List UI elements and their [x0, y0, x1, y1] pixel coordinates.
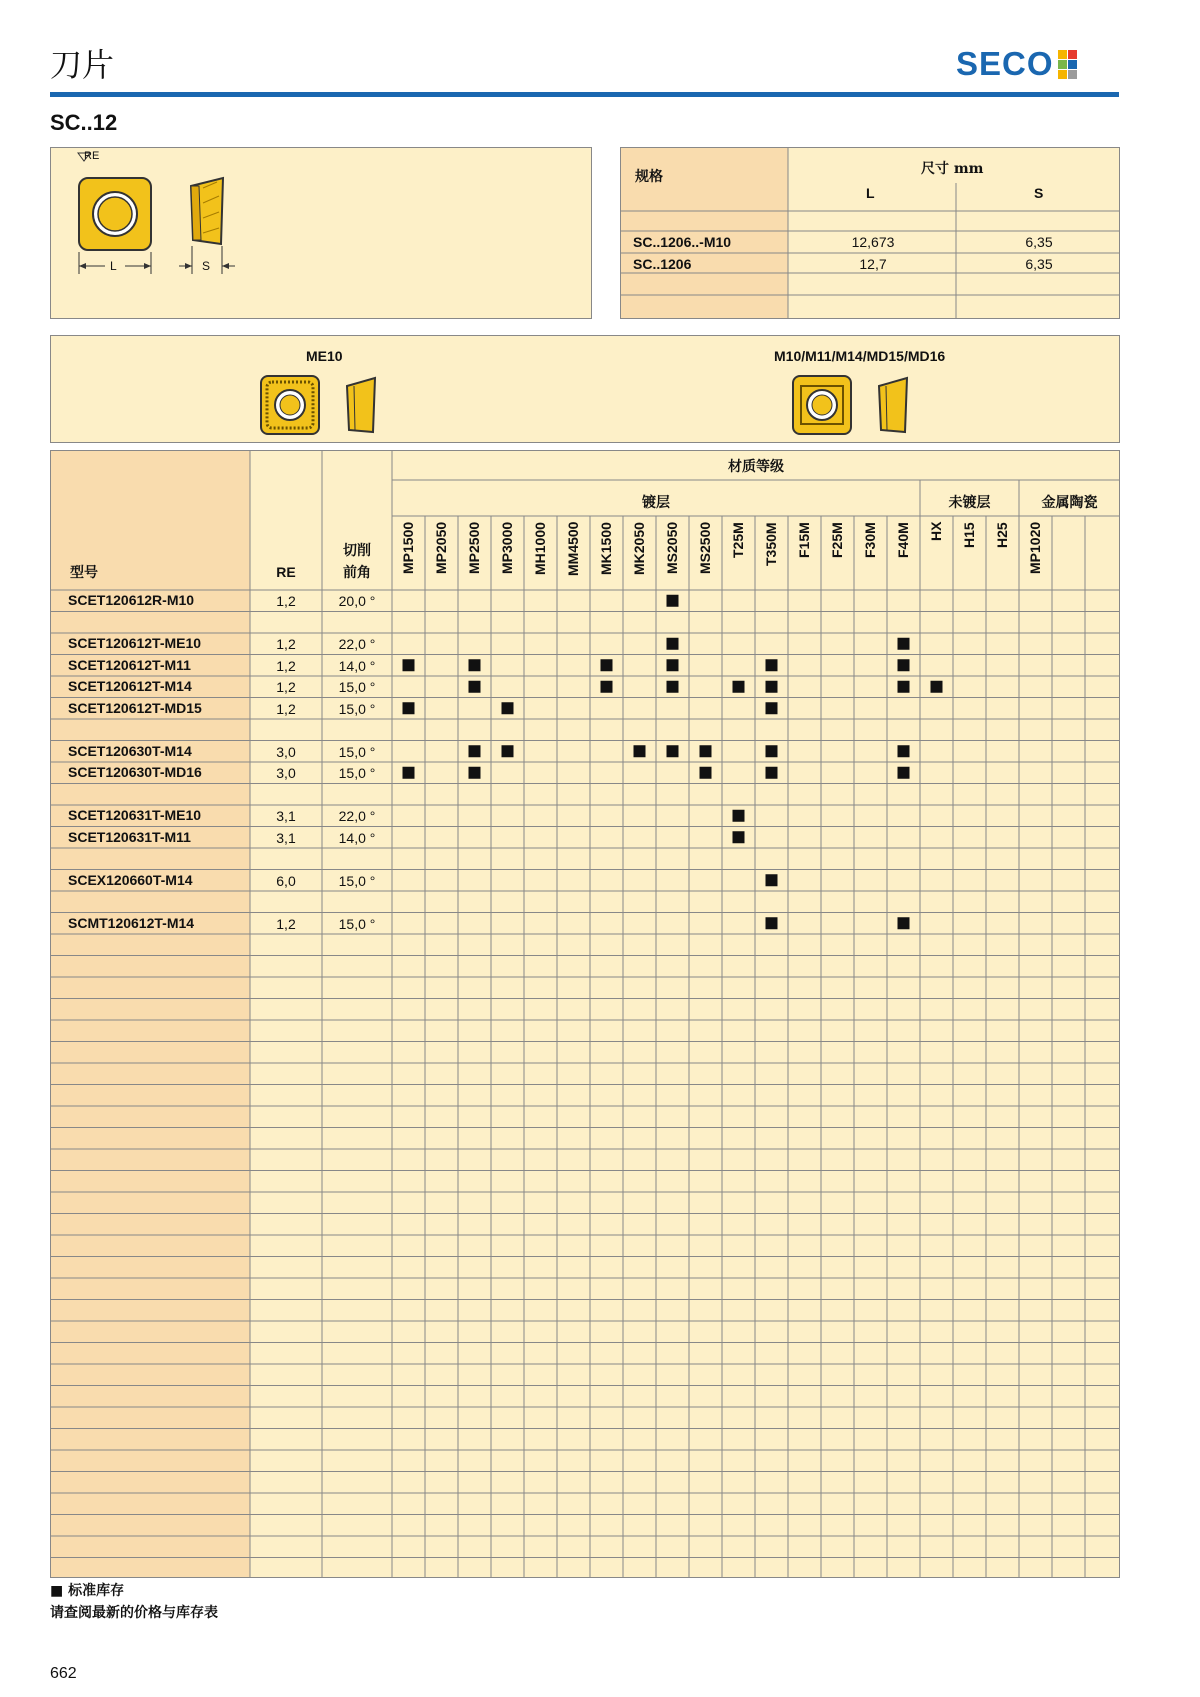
stock-mark-mp2500 [469, 659, 481, 671]
table-row-model: SCET120612T-ME10 [68, 635, 202, 651]
table-row-model: SCET120631T-ME10 [68, 807, 202, 823]
legend-note: 请查阅最新的价格与库存表 [50, 1605, 218, 1621]
table-row-re: 3,1 [276, 829, 296, 846]
stock-mark-f40m [898, 681, 910, 693]
stock-mark-mk2050 [634, 745, 646, 757]
group-coated-header: 镀层 [642, 495, 670, 511]
stock-mark-mp2500 [469, 767, 481, 779]
stock-mark-f40m [898, 659, 910, 671]
re-label: RE [84, 150, 100, 162]
table-row-model: SCET120630T-MD16 [68, 764, 202, 780]
stock-mark-mp3000 [502, 745, 514, 757]
stock-mark-t25m [733, 681, 745, 693]
table-row-angle: 15,0 ° [338, 743, 376, 760]
col-s-header: S [1034, 185, 1044, 201]
grade-table [50, 450, 1120, 1578]
stock-mark-mp1500 [403, 767, 415, 779]
stock-mark-ms2500 [700, 745, 712, 757]
grade-header-h15: H15 [961, 522, 977, 548]
table-row-model: SCET120612R-M10 [68, 592, 195, 608]
table-row-angle: 15,0 ° [338, 872, 376, 889]
stock-mark-ms2050 [667, 745, 679, 757]
stock-mark-mp2500 [469, 681, 481, 693]
stock-mark-mk1500 [601, 659, 613, 671]
seco-logo [956, 44, 1077, 84]
legend-stock [50, 1580, 218, 1602]
col-re-header: RE [276, 564, 296, 580]
grade-header-hx: HX [928, 522, 944, 542]
insert-diagram-panel [50, 147, 592, 319]
stock-mark-mp1500 [403, 659, 415, 671]
table-row-angle: 20,0 ° [338, 593, 376, 609]
grade-header-mk2050: MK2050 [631, 522, 647, 575]
grade-header-f40m: F40M [895, 522, 911, 558]
grade-table-grid [50, 450, 1120, 1578]
spec-header: 规格 [635, 169, 663, 185]
table-row-re: 6,0 [276, 872, 296, 889]
stock-mark-f40m [898, 767, 910, 779]
grade-header-f25m: F25M [829, 522, 845, 558]
stock-mark-t350m [766, 874, 778, 886]
grade-header-h25: H25 [994, 522, 1010, 548]
table-row-angle: 14,0 ° [338, 829, 376, 846]
me10-side-icon [347, 378, 375, 432]
grade-header-mp2050: MP2050 [433, 522, 449, 575]
table-row-re: 3,0 [276, 765, 296, 781]
group-uncoated-header: 未镀层 [948, 495, 991, 511]
stock-mark-t350m [766, 917, 778, 929]
table-row-angle: 15,0 ° [338, 679, 376, 695]
grade-header-ms2500: MS2500 [697, 522, 713, 575]
table-row-angle: 15,0 ° [338, 765, 376, 781]
stock-mark-mp2500 [469, 745, 481, 757]
table-row-re: 1,2 [276, 657, 296, 674]
table-row-model: SCET120612T-M14 [68, 678, 192, 694]
table-row-re: 1,2 [276, 636, 296, 652]
l-label: L [110, 259, 117, 273]
dimensions-panel [620, 147, 1120, 319]
dims-s-cell: 6,35 [1025, 234, 1053, 250]
page-number: 662 [50, 1665, 77, 1682]
geometry-panel [50, 335, 1120, 443]
table-row-model: SCMT120612T-M14 [68, 914, 195, 931]
grade-header-mp2500: MP2500 [466, 522, 482, 575]
table-row-model: SCEX120660T-M14 [68, 871, 193, 888]
stock-mark-ms2050 [667, 659, 679, 671]
geometry-left-label: ME10 [306, 348, 343, 364]
table-row-angle: 14,0 ° [338, 657, 376, 674]
stock-mark-t350m [766, 745, 778, 757]
grade-header-mk1500: MK1500 [598, 522, 614, 575]
dims-l-cell: 12,673 [851, 234, 895, 250]
table-row-model: SCET120612T-MD15 [68, 699, 202, 716]
table-row-angle: 15,0 ° [338, 700, 376, 717]
header-rule [50, 92, 1119, 97]
stock-mark-t25m [733, 831, 745, 843]
stock-mark-hx [931, 681, 943, 693]
insert-dimension-diagram [51, 148, 591, 318]
table-row-re: 3,1 [276, 808, 296, 824]
m10-insert-icon [793, 376, 851, 434]
stock-mark-f40m [898, 745, 910, 757]
col-l-header: L [866, 185, 875, 201]
grade-header-mp1500: MP1500 [400, 522, 416, 575]
table-row-model: SCET120631T-M11 [68, 828, 191, 845]
me10-insert-icon [261, 376, 319, 434]
legend [50, 1580, 218, 1624]
stock-mark-mp1500 [403, 702, 415, 714]
geometry-right-label: M10/M11/M14/MD15/MD16 [774, 348, 946, 364]
table-row-model: SCET120612T-M11 [68, 656, 191, 673]
stock-mark-ms2050 [667, 681, 679, 693]
stock-mark-t350m [766, 767, 778, 779]
stock-mark-f40m [898, 917, 910, 929]
table-row-angle: 22,0 ° [338, 636, 376, 652]
stock-mark-ms2050 [667, 595, 679, 607]
table-row-model: SCET120630T-M14 [68, 742, 192, 759]
col-angle-header-1: 切削 [343, 543, 371, 559]
geometry-images [51, 336, 1119, 442]
table-row-re: 1,2 [276, 679, 296, 695]
grade-header-mp3000: MP3000 [499, 522, 515, 575]
group-cermet-header: 金属陶瓷 [1041, 495, 1098, 511]
dims-s-cell: 6,35 [1025, 256, 1053, 272]
grade-header-mp1020: MP1020 [1027, 522, 1043, 575]
stock-mark-f40m [898, 638, 910, 650]
group-all-header: 材质等级 [728, 459, 784, 475]
dims-l-cell: 12,7 [859, 256, 887, 272]
stock-mark-mp3000 [502, 702, 514, 714]
grade-header-mm4500: MM4500 [565, 522, 581, 577]
section-title: SC..12 [50, 110, 118, 135]
s-label: S [202, 259, 211, 273]
table-row-re: 1,2 [276, 593, 296, 609]
stock-mark-ms2050 [667, 638, 679, 650]
m10-side-icon [879, 378, 907, 432]
stock-mark-t350m [766, 659, 778, 671]
grade-header-mh1000: MH1000 [532, 522, 548, 575]
dimensions-grid [620, 147, 1120, 319]
grade-header-f15m: F15M [796, 522, 812, 558]
col-angle-header-2: 前角 [343, 565, 371, 581]
stock-mark-ms2500 [700, 767, 712, 779]
grade-header-ms2050: MS2050 [664, 522, 680, 575]
table-row-re: 1,2 [276, 915, 296, 932]
logo-mark-icon [1058, 50, 1077, 79]
table-row-angle: 22,0 ° [338, 808, 376, 824]
grade-header-t350m: T350M [763, 522, 779, 566]
insert-top-view-icon [78, 153, 151, 274]
page-title: 刀片 [50, 46, 115, 84]
dims-spec-cell: SC..1206 [633, 256, 692, 272]
legend-stock-label: 标准库存 [68, 1583, 125, 1599]
grade-header-t25m: T25M [730, 522, 746, 558]
stock-mark-t350m [766, 702, 778, 714]
col-model-header: 型号 [70, 565, 98, 581]
dims-spec-cell: SC..1206..-M10 [633, 234, 732, 250]
logo-text: SECO [956, 45, 1054, 82]
legend-mark-icon: ■ [50, 1583, 64, 1599]
size-header: 尺寸 mm [921, 161, 984, 177]
stock-mark-t25m [733, 810, 745, 822]
table-row-angle: 15,0 ° [338, 915, 376, 932]
grade-header-f30m: F30M [862, 522, 878, 558]
stock-mark-t350m [766, 681, 778, 693]
stock-mark-mk1500 [601, 681, 613, 693]
table-row-re: 3,0 [276, 743, 296, 760]
table-row-re: 1,2 [276, 700, 296, 717]
